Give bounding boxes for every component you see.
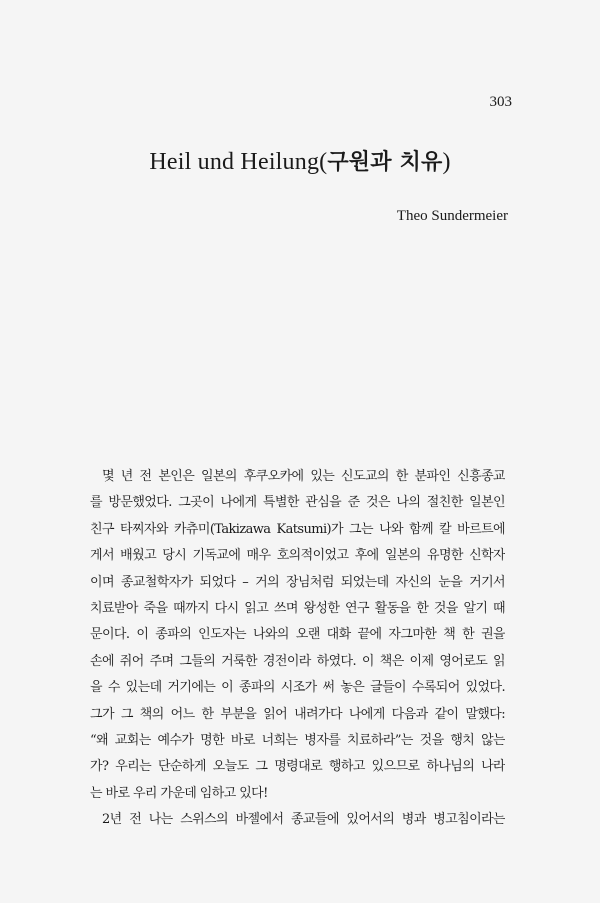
paragraph-line: 이며 종교철학자가 되었다 – 거의 장님처럼 되었는데 자신의 눈을 거기서: [90, 574, 505, 590]
paragraph-line: 그가 그 책의 어느 한 부분을 읽어 내려가다 나에게 다음과 같이 말했다:: [90, 706, 505, 722]
paragraph-line: 가? 우리는 단순하게 오늘도 그 명령대로 행하고 있으므로 하나님의 나라: [90, 759, 505, 775]
paragraph-line: 친구 타찌자와 카츄미(Takizawa Katsumi)가 그는 나와 함께 칼 바르트에: [90, 521, 505, 537]
paragraph-line: “왜 교회는 예수가 명한 바로 너희는 병자를 치료하라”는 것을 행치 않는: [90, 733, 505, 749]
paragraph-line: 2년 전 나는 스위스의 바젤에서 종교들에 있어서의 병과 병고침이라는: [102, 812, 505, 828]
paragraph-line: 손에 쥐어 주며 그들의 거룩한 경전이라 하였다. 이 책은 이제 영어로도 읽: [90, 653, 505, 669]
paragraph-line: 을 수 있는데 거기에는 이 종파의 시조가 써 놓은 글들이 수록되어 있었다.: [90, 680, 505, 696]
paragraph-line: 를 방문했었다. 그곳이 나에게 특별한 관심을 준 것은 나의 절친한 일본인: [90, 495, 505, 511]
body-text: [90, 464, 505, 834]
page-number: 303: [489, 94, 512, 110]
paragraph-line: 게서 배웠고 당시 기독교에 매우 호의적이었고 후에 일본의 유명한 신학자: [90, 548, 505, 564]
paragraph-line: 몇 년 전 본인은 일본의 후쿠오카에 있는 신도교의 한 분파인 신흥종교: [102, 469, 505, 484]
paragraph-line: 문이다. 이 종파의 인도자는 나와의 오랜 대화 끝에 자그마한 책 한 권을: [90, 627, 505, 643]
author-name: Theo Sundermeier: [396, 208, 508, 224]
title-korean: 구원과 치유: [327, 150, 443, 175]
title-latin: Heil und Heilung(: [149, 149, 328, 175]
title-close: ): [442, 149, 451, 175]
paragraph-line: 는 바로 우리 가운데 임하고 있다!: [90, 785, 268, 801]
paragraph-line: 치료받아 죽을 때까지 다시 읽고 쓰며 왕성한 연구 활동을 한 것을 알기 때: [90, 601, 505, 617]
article-title: [0, 145, 600, 176]
